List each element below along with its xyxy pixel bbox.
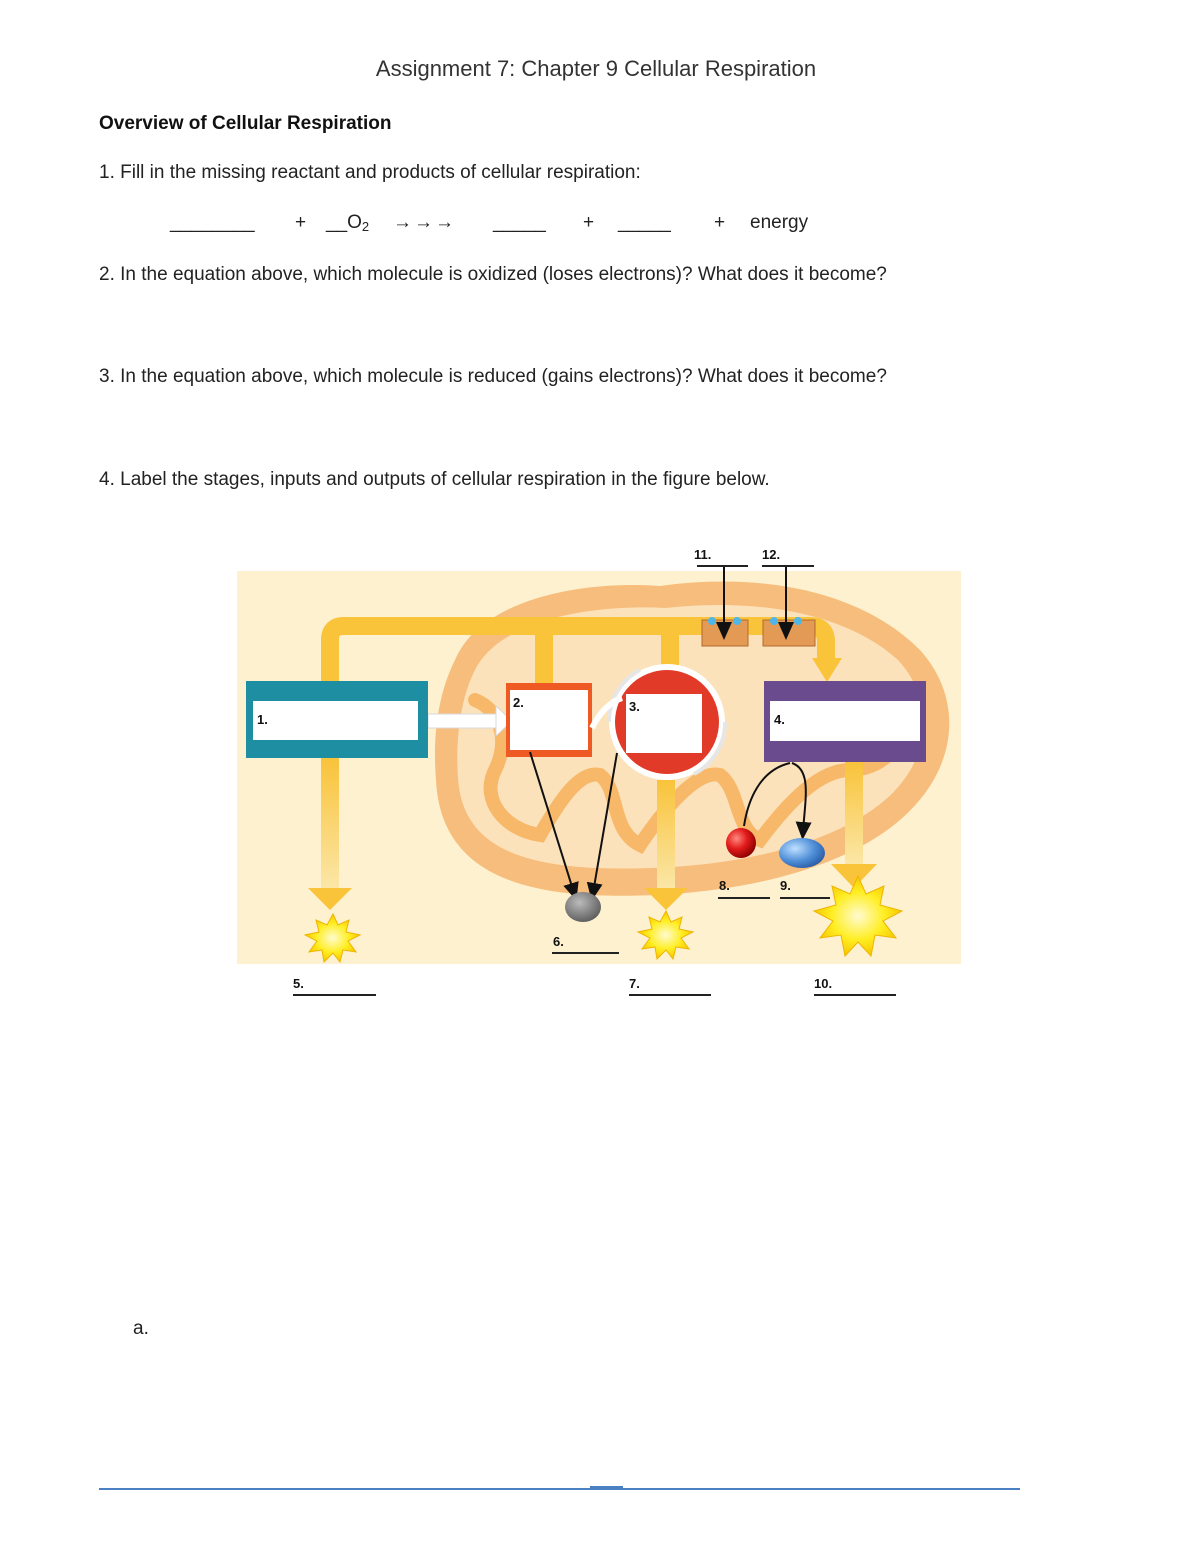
section-heading: Overview of Cellular Respiration <box>99 113 392 134</box>
gray-molecule-icon <box>565 892 601 922</box>
figure-label-12: 12. <box>762 547 781 562</box>
equation-blank-product-1: _____ <box>493 212 546 233</box>
page-title: Assignment 7: Chapter 9 Cellular Respiration <box>375 56 817 81</box>
stage-box-4 <box>764 681 926 762</box>
question-1: 1. Fill in the missing reactant and products of cellular respiration: <box>99 162 641 183</box>
stage-box-1 <box>246 681 428 758</box>
figure-label-10: 10. <box>814 976 833 991</box>
figure-label-11: 11. <box>694 547 712 562</box>
footer-rule <box>99 1488 1020 1490</box>
equation-plus: + <box>714 212 726 233</box>
blue-molecule-icon <box>779 838 825 868</box>
equation-blank-product-2: _____ <box>618 212 671 233</box>
equation-blank-reactant: ________ <box>170 212 255 233</box>
equation-arrows: →→→ <box>393 212 456 233</box>
question-4: 4. Label the stages, inputs and outputs of cellular respiration in the figure below. <box>99 469 770 490</box>
equation-oxygen: $\_\_O_2$ <box>326 212 370 234</box>
figure-label-2: 2. <box>513 695 524 710</box>
figure-label-6: 6. <box>553 934 564 949</box>
question-2: 2. In the equation above, which molecule is oxidized (loses electrons)? What does it become? <box>99 264 887 285</box>
figure-label-3: 3. <box>629 699 640 714</box>
answer-item-a: a. <box>133 1318 149 1339</box>
figure-label-4: 4. <box>774 712 785 727</box>
equation-energy: energy <box>750 212 809 233</box>
figure-label-5: 5. <box>293 976 304 991</box>
figure-label-8: 8. <box>719 878 730 893</box>
equation-plus: + <box>295 212 307 233</box>
footer-rule-mark <box>590 1486 623 1488</box>
figure-label-1: 1. <box>257 712 268 727</box>
figure-label-9: 9. <box>780 878 791 893</box>
equation-plus: + <box>583 212 595 233</box>
figure-label-7: 7. <box>629 976 640 991</box>
question-3: 3. In the equation above, which molecule is reduced (gains electrons)? What does it become? <box>99 366 887 387</box>
red-molecule-icon <box>726 828 756 858</box>
